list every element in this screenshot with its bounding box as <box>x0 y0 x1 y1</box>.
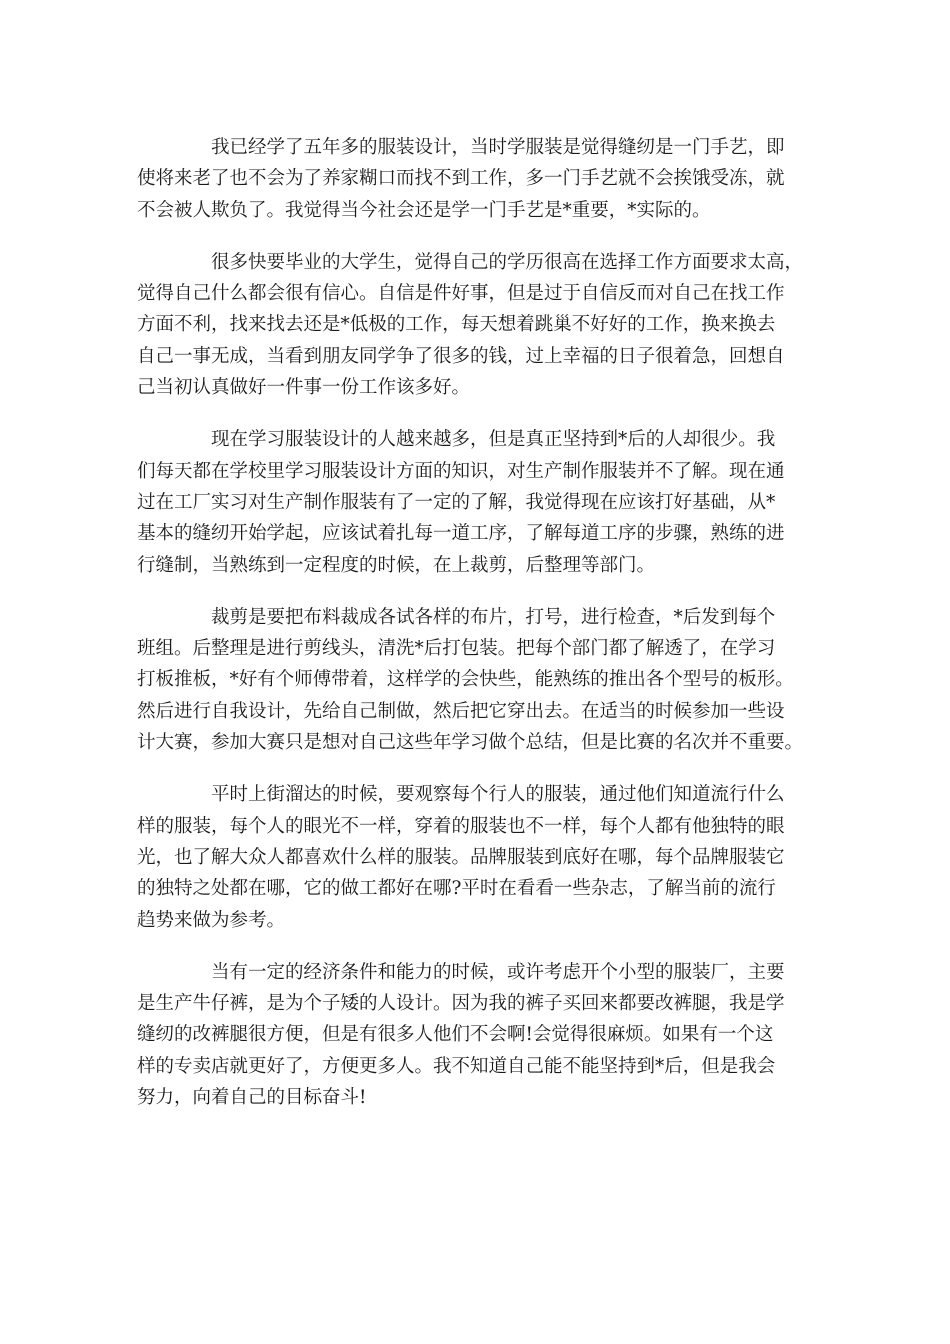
paragraph-line: 现在学习服装设计的人越来越多，但是真正坚持到*后的人却很少。我 <box>211 429 776 451</box>
paragraph-line: 光，也了解大众人都喜欢什么样的服装。品牌服装到底好在哪，每个品牌服装它 <box>137 846 785 868</box>
paragraph-line: 己当初认真做好一件事一份工作该多好。 <box>137 377 471 399</box>
paragraph-line: 们每天都在学校里学习服装设计方面的知识，对生产制作服装并不了解。现在通 <box>137 460 785 482</box>
paragraph-2 <box>137 247 827 403</box>
paragraph-line: 努力，向着自己的目标奋斗! <box>137 1087 367 1109</box>
paragraph-line: 过在工厂实习对生产制作服装有了一定的了解，我觉得现在应该打好基础，从* <box>137 491 776 513</box>
paragraph-line: 很多快要毕业的大学生，觉得自己的学历很高在选择工作方面要求太高， <box>211 251 804 273</box>
paragraph-line: 行缝制，当熟练到一定程度的时候，在上裁剪，后整理等部门。 <box>137 554 656 576</box>
paragraph-line: 计大赛，参加大赛只是想对自己这些年学习做个总结，但是比赛的名次并不重要。 <box>137 732 804 754</box>
paragraph-line: 样的服装，每个人的眼光不一样，穿着的服装也不一样，每个人都有他独特的眼 <box>137 815 785 837</box>
document-body <box>137 132 827 1134</box>
paragraph-4 <box>137 602 827 758</box>
paragraph-line: 班组。后整理是进行剪线头，清洗*后打包装。把每个部门都了解透了，在学习 <box>137 638 776 660</box>
paragraph-line: 不会被人欺负了。我觉得当今社会还是学一门手艺是*重要，*实际的。 <box>137 199 711 221</box>
paragraph-line: 的独特之处都在哪，它的做工都好在哪?平时在看看一些杂志，了解当前的流行 <box>137 878 776 900</box>
paragraph-line: 缝纫的改裤腿很方便，但是有很多人他们不会啊!会觉得很麻烦。如果有一个这 <box>137 1024 774 1046</box>
paragraph-line: 基本的缝纫开始学起，应该试着扎每一道工序，了解每道工序的步骤，熟练的进 <box>137 523 785 545</box>
paragraph-line: 自己一事无成，当看到朋友同学争了很多的钱，过上幸福的日子很着急，回想自 <box>137 345 785 367</box>
paragraph-6 <box>137 957 827 1113</box>
paragraph-line: 方面不利，找来找去还是*低极的工作，每天想着跳巢不好好的工作，换来换去 <box>137 314 776 336</box>
paragraph-line: 趋势来做为参考。 <box>137 909 286 931</box>
paragraph-line: 是生产牛仔裤，是为个子矮的人设计。因为我的裤子买回来都要改裤腿，我是学 <box>137 993 785 1015</box>
paragraph-5 <box>137 779 827 935</box>
paragraph-line: 裁剪是要把布料裁成各试各样的布片，打号，进行检查，*后发到每个 <box>211 606 776 628</box>
paragraph-line: 平时上街溜达的时候，要观察每个行人的服装，通过他们知道流行什么 <box>211 784 785 806</box>
paragraph-line: 觉得自己什么都会很有信心。自信是件好事，但是过于自信反而对自己在找工作 <box>137 283 785 305</box>
paragraph-line: 打板推板，*好有个师傅带着，这样学的会快些，能熟练的推出各个型号的板形。 <box>137 669 794 691</box>
paragraph-line: 使将来老了也不会为了养家糊口而找不到工作，多一门手艺就不会挨饿受冻，就 <box>137 168 785 190</box>
paragraph-line: 当有一定的经济条件和能力的时候，或许考虑开个小型的服装厂，主要 <box>211 961 785 983</box>
paragraph-line: 然后进行自我设计，先给自己制做，然后把它穿出去。在适当的时候参加一些设 <box>137 700 785 722</box>
paragraph-3 <box>137 424 827 580</box>
paragraph-line: 样的专卖店就更好了，方便更多人。我不知道自己能不能坚持到*后，但是我会 <box>137 1055 776 1077</box>
paragraph-1 <box>137 132 827 226</box>
paragraph-line: 我已经学了五年多的服装设计，当时学服装是觉得缝纫是一门手艺，即 <box>211 137 785 158</box>
